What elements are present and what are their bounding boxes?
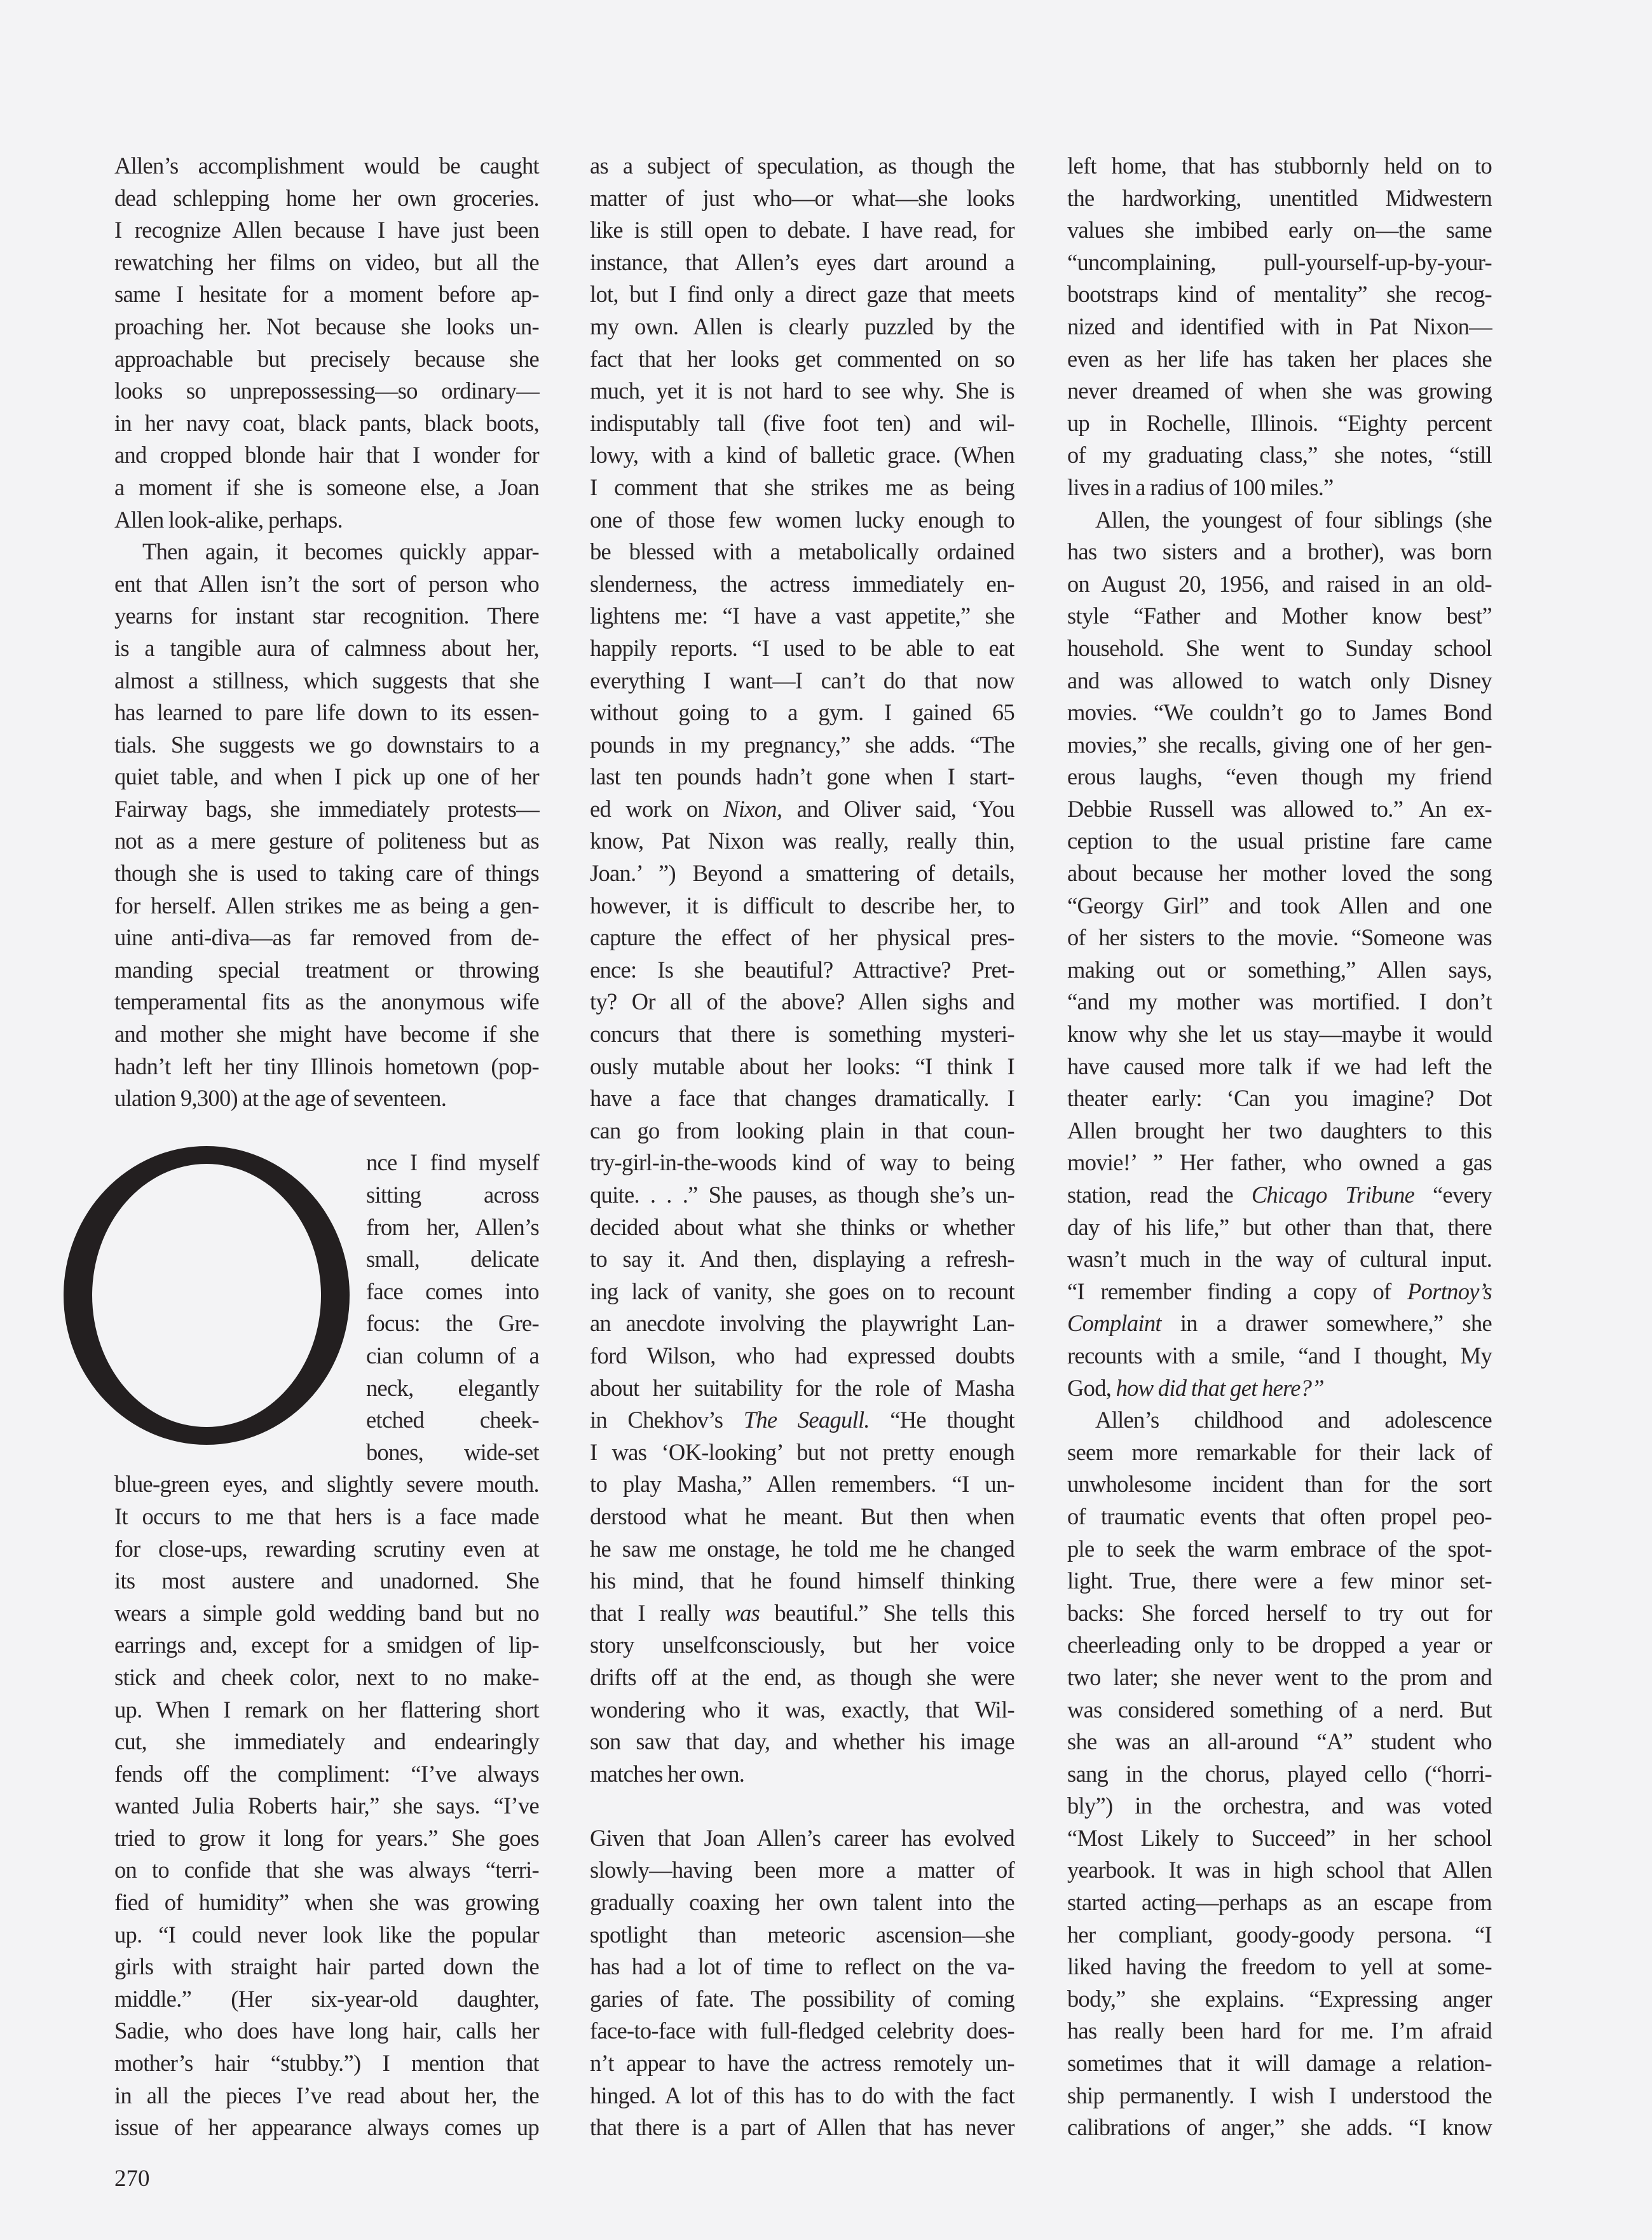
text-line: decided about what she thinks or whether xyxy=(590,1213,1014,1240)
text-line: not as a mere gesture of politeness but as xyxy=(114,828,539,854)
text-segment: “every xyxy=(1414,1182,1492,1208)
text-line: girls with straight hair parted down the xyxy=(114,1953,539,1980)
italic-title: Chicago Tribune xyxy=(1251,1182,1415,1208)
text-line: and cropped blonde hair that I wonder for xyxy=(114,442,539,468)
text-line: style “Father and Mother know best” xyxy=(1067,603,1492,629)
text-line: “Most Likely to Succeed” in her school xyxy=(1067,1824,1492,1851)
text-line: has learned to pare life down to its essen- xyxy=(114,699,539,726)
text-line: movies,” she recalls, giving one of her gen- xyxy=(1067,731,1492,758)
text-line: in her navy coat, black pants, black boots, xyxy=(114,409,539,436)
text-line: she was an all-around “A” student who xyxy=(1067,1728,1492,1755)
page-number: 270 xyxy=(114,2166,150,2192)
text-line: seem more remarkable for their lack of xyxy=(1067,1438,1492,1465)
drop-cap-counter xyxy=(92,1164,321,1427)
text-line: values she imbibed early on—the same xyxy=(1067,217,1492,243)
text-line: sang in the chorus, played cello (“horri- xyxy=(1067,1760,1492,1787)
text-line: issue of her appearance always comes up xyxy=(114,2114,539,2141)
text-line: yearbook. It was in high school that Allen xyxy=(1067,1857,1492,1883)
text-line: wasn’t much in the way of cultural input. xyxy=(1067,1246,1492,1273)
text-line: household. She went to Sunday school xyxy=(1067,634,1492,661)
text-line: making out or something,” Allen says, xyxy=(1067,956,1492,983)
text-line: middle.” (Her six-year-old daughter, xyxy=(114,1985,539,2012)
text-line: about because her mother loved the song xyxy=(1067,860,1492,887)
text-line: matches her own. xyxy=(590,1760,745,1787)
paragraph xyxy=(1067,1404,1492,2144)
text-line: earrings and, except for a smidgen of lip- xyxy=(114,1632,539,1658)
text-line: day of his life,” but other than that, there xyxy=(1067,1213,1492,1240)
text-line: has had a lot of time to reflect on the va- xyxy=(590,1953,1014,1980)
text-line: blue-green eyes, and slightly severe mouth. xyxy=(114,1471,539,1498)
paragraph xyxy=(1067,150,1492,504)
text-line: Given that Joan Allen’s career has evolved xyxy=(590,1824,1014,1851)
text-line: Allen brought her two daughters to this xyxy=(1067,1117,1492,1144)
text-line: body,” she explains. “Expressing anger xyxy=(1067,1985,1492,2012)
text-line xyxy=(1067,1308,1492,1340)
text-line: an anecdote involving the playwright Lan- xyxy=(590,1310,1014,1337)
text-line: ing lack of vanity, she goes on to recount xyxy=(590,1278,1014,1304)
text-line xyxy=(1067,1179,1492,1212)
text-line: for herself. Allen strikes me as being a gen- xyxy=(114,892,539,919)
text-line: hinged. A lot of this has to do with the fact xyxy=(590,2082,1014,2108)
text-line: the hardworking, unentitled Midwestern xyxy=(1067,184,1492,211)
text-line: looks so unprepossessing—so ordinary— xyxy=(114,378,539,404)
text-line: spotlight than meteoric ascension—she xyxy=(590,1921,1014,1948)
text-line: bly”) in the orchestra, and was voted xyxy=(1067,1793,1492,1819)
text-line: lives in a radius of 100 miles.” xyxy=(1067,474,1334,500)
text-line: “and my mother was mortified. I don’t xyxy=(1067,988,1492,1015)
text-segment: beautiful.” She tells this xyxy=(760,1599,1014,1626)
text-line: has really been hard for me. I’m afraid xyxy=(1067,2018,1492,2044)
text-line: fends off the compliment: “I’ve always xyxy=(114,1760,539,1787)
text-line: its most austere and unadorned. She xyxy=(114,1567,539,1594)
text-line: unwholesome incident than for the sort xyxy=(1067,1471,1492,1498)
text-line: one of those few women lucky enough to xyxy=(590,506,1014,533)
text-line: liked having the freedom to yell at some- xyxy=(1067,1953,1492,1980)
text-line: temperamental fits as the anonymous wife xyxy=(114,988,539,1015)
text-line: for close-ups, rewarding scrutiny even at xyxy=(114,1535,539,1562)
text-line: almost a stillness, which suggests that she xyxy=(114,667,539,693)
text-segment: God, xyxy=(1067,1374,1116,1401)
text-line: was considered something of a nerd. But xyxy=(1067,1696,1492,1723)
drop-cap-letter xyxy=(60,1131,359,1462)
text-line: nized and identified with in Pat Nixon— xyxy=(1067,313,1492,339)
text-segment: that I really xyxy=(590,1599,725,1626)
text-line: story unselfconsciously, but her voice xyxy=(590,1632,1014,1658)
text-line: tials. She suggests we go downstairs to a xyxy=(114,731,539,758)
text-line: ence: Is she beautiful? Attractive? Pret- xyxy=(590,956,1014,983)
text-line: that there is a part of Allen that has never xyxy=(590,2114,1014,2141)
text-line: mother’s hair “stubby.”) I mention that xyxy=(114,2050,539,2077)
text-line: bootstraps kind of mentality” she recog- xyxy=(1067,281,1492,308)
text-line: lowy, with a kind of balletic grace. (When xyxy=(590,442,1014,468)
text-line: stick and cheek color, next to no make- xyxy=(114,1663,539,1690)
text-line: same I hesitate for a moment before ap- xyxy=(114,281,539,308)
text-line: is a tangible aura of calmness about her, xyxy=(114,634,539,661)
text-line: have caused more talk if we had left the xyxy=(1067,1053,1492,1079)
text-line: Sadie, who does have long hair, calls her xyxy=(114,2018,539,2044)
text-line: lightens me: “I have a vast appetite,” she xyxy=(590,603,1014,629)
text-line: “Georgy Girl” and took Allen and one xyxy=(1067,892,1492,919)
text-line: slenderness, the actress immediately en- xyxy=(590,570,1014,597)
text-line: try-girl-in-the-woods kind of way to being xyxy=(590,1149,1014,1176)
text-line: his mind, that he found himself thinking xyxy=(590,1567,1014,1594)
text-line: face-to-face with full-fledged celebrity does- xyxy=(590,2018,1014,2044)
text-line: from her, Allen’s xyxy=(366,1213,539,1240)
text-line: wanted Julia Roberts hair,” she says. “I’ve xyxy=(114,1793,539,1819)
text-line: know, Pat Nixon was really, really thin, xyxy=(590,828,1014,854)
text-line: concurs that there is something mysteri- xyxy=(590,1021,1014,1048)
text-line: much, yet it is not hard to see why. She is xyxy=(590,378,1014,404)
italic-title: was xyxy=(725,1599,760,1626)
text-line: know why she let us stay—maybe it would xyxy=(1067,1021,1492,1048)
text-line: though she is used to taking care of things xyxy=(114,860,539,887)
text-line: as a subject of speculation, as though the xyxy=(590,153,1014,179)
paragraph xyxy=(114,536,539,1115)
text-line: ously mutable about her looks: “I think I xyxy=(590,1053,1014,1079)
text-line: of her sisters to the movie. “Someone was xyxy=(1067,924,1492,951)
text-line: two later; she never went to the prom and xyxy=(1067,1663,1492,1690)
text-line: happily reports. “I used to be able to eat xyxy=(590,634,1014,661)
text-segment: ed work on xyxy=(590,795,724,822)
text-line: instance, that Allen’s eyes dart around a xyxy=(590,249,1014,275)
text-line: cian column of a xyxy=(366,1342,539,1369)
text-line: calibrations of anger,” she adds. “I know xyxy=(1067,2114,1492,2141)
text-line: sometimes that it will damage a relation- xyxy=(1067,2050,1492,2077)
text-line: without going to a gym. I gained 65 xyxy=(590,699,1014,726)
article-column-2 xyxy=(590,150,1014,2144)
text-line: dead schlepping home her own groceries. xyxy=(114,184,539,211)
text-line: Allen, the youngest of four siblings (she xyxy=(1095,506,1492,533)
text-line: quite. . . .” She pauses, as though she’s un- xyxy=(590,1182,1014,1208)
text-line: “uncomplaining, pull-yourself-up-by-your- xyxy=(1067,249,1492,275)
text-segment: “He thought xyxy=(869,1407,1014,1433)
text-line: on to confide that she was always “terri- xyxy=(114,1857,539,1883)
text-line: and mother she might have become if she xyxy=(114,1021,539,1048)
text-line: sitting across xyxy=(366,1182,539,1208)
text-line: backs: She forced herself to try out for xyxy=(1067,1599,1492,1626)
text-line: of traumatic events that often propel peo- xyxy=(1067,1503,1492,1529)
text-line: Fairway bags, she immediately protests— xyxy=(114,795,539,822)
text-line: n’t appear to have the actress remotely un- xyxy=(590,2050,1014,2077)
text-line: last ten pounds hadn’t gone when I start- xyxy=(590,763,1014,790)
paragraph xyxy=(114,150,539,536)
paragraph xyxy=(590,150,1014,1790)
text-line: gradually coaxing her own talent into the xyxy=(590,1889,1014,1916)
text-line: fact that her looks get commented on so xyxy=(590,345,1014,372)
text-segment: and Oliver said, ‘You xyxy=(782,795,1014,822)
text-line: pounds in my pregnancy,” she adds. “The xyxy=(590,731,1014,758)
text-line xyxy=(590,793,1014,826)
text-line: Then again, it becomes quickly appar- xyxy=(142,538,539,565)
text-line: up. When I remark on her flattering short xyxy=(114,1696,539,1723)
text-line xyxy=(1067,1276,1492,1308)
text-line: like is still open to debate. I have read, for xyxy=(590,217,1014,243)
italic-title: Complaint xyxy=(1067,1310,1161,1337)
text-line: wears a simple gold wedding band but no xyxy=(114,1599,539,1626)
text-line: ple to seek the warm embrace of the spot- xyxy=(1067,1535,1492,1562)
text-line: Allen look-alike, perhaps. xyxy=(114,506,343,533)
italic-title: Portnoy’s xyxy=(1407,1278,1492,1304)
text-line: movie!’ ” Her father, who owned a gas xyxy=(1067,1149,1492,1176)
text-line: bones, wide-set xyxy=(366,1438,539,1465)
text-line: son saw that day, and whether his image xyxy=(590,1728,1014,1755)
text-line: movies. “We couldn’t go to James Bond xyxy=(1067,699,1492,726)
text-line: face comes into xyxy=(366,1278,539,1304)
text-line: has two sisters and a brother), was born xyxy=(1067,538,1492,565)
text-line: left home, that has stubbornly held on to xyxy=(1067,153,1492,179)
text-line: cut, she immediately and endearingly xyxy=(114,1728,539,1755)
text-line: of my graduating class,” she notes, “still xyxy=(1067,442,1492,468)
text-line: Allen’s accomplishment would be caught xyxy=(114,153,539,179)
text-line: fied of humidity” when she was growing xyxy=(114,1889,539,1916)
text-line: in all the pieces I’ve read about her, the xyxy=(114,2082,539,2108)
text-line: uine anti-diva—as far removed from de- xyxy=(114,924,539,951)
text-segment: station, read the xyxy=(1067,1182,1252,1208)
text-line: Allen’s childhood and adolescence xyxy=(1095,1407,1492,1433)
text-line: to say it. And then, displaying a refresh- xyxy=(590,1246,1014,1273)
text-line: rewatching her films on video, but all the xyxy=(114,249,539,275)
text-line: I was ‘OK-looking’ but not pretty enough xyxy=(590,1438,1014,1465)
text-line: ent that Allen isn’t the sort of person who xyxy=(114,570,539,597)
text-line: I recognize Allen because I have just been xyxy=(114,217,539,243)
text-line: can go from looking plain in that coun- xyxy=(590,1117,1014,1144)
text-line: light. True, there were a few minor set- xyxy=(1067,1567,1492,1594)
text-line: It occurs to me that hers is a face made xyxy=(114,1503,539,1529)
text-segment: in a drawer somewhere,” she xyxy=(1161,1310,1492,1337)
text-line: theater early: ‘Can you imagine? Dot xyxy=(1067,1085,1492,1112)
text-line: Debbie Russell was allowed to.” An ex- xyxy=(1067,795,1492,822)
text-line: I comment that she strikes me as being xyxy=(590,474,1014,500)
text-line: ulation 9,300) at the age of seventeen. xyxy=(114,1085,447,1112)
text-line: garies of fate. The possibility of coming xyxy=(590,1985,1014,2012)
text-line: and was allowed to watch only Disney xyxy=(1067,667,1492,693)
text-line xyxy=(1067,1372,1492,1405)
text-line: hadn’t left her tiny Illinois hometown (pop- xyxy=(114,1053,539,1079)
text-line: about her suitability for the role of Masha xyxy=(590,1374,1014,1401)
paragraph xyxy=(590,1822,1014,2144)
text-segment: “I remember finding a copy of xyxy=(1067,1278,1408,1304)
text-line: lot, but I find only a direct gaze that meets xyxy=(590,281,1014,308)
text-line: cheerleading only to be dropped a year or xyxy=(1067,1632,1492,1658)
text-line: indisputably tall (five foot ten) and wil- xyxy=(590,409,1014,436)
text-line: wondering who it was, exactly, that Wil- xyxy=(590,1696,1014,1723)
text-line: ford Wilson, who had expressed doubts xyxy=(590,1342,1014,1369)
text-line: erous laughs, “even though my friend xyxy=(1067,763,1492,790)
text-line: be blessed with a metabolically ordained xyxy=(590,538,1014,565)
italic-title: The Seagull. xyxy=(743,1407,870,1433)
text-line: focus: the Gre- xyxy=(366,1310,539,1337)
text-line: slowly—having been more a matter of xyxy=(590,1857,1014,1883)
text-line: small, delicate xyxy=(366,1246,539,1273)
text-line: capture the effect of her physical pres- xyxy=(590,924,1014,951)
text-line: her compliant, goody-goody persona. “I xyxy=(1067,1921,1492,1948)
text-line: to play Masha,” Allen remembers. “I un- xyxy=(590,1471,1014,1498)
text-line: yearns for instant star recognition. There xyxy=(114,603,539,629)
paragraph xyxy=(1067,504,1492,1405)
text-line: even as her life has taken her places she xyxy=(1067,345,1492,372)
text-line: derstood what he meant. But then when xyxy=(590,1503,1014,1529)
text-line: ception to the usual pristine fare came xyxy=(1067,828,1492,854)
text-line: ship permanently. I wish I understood the xyxy=(1067,2082,1492,2108)
text-line: quiet table, and when I pick up one of her xyxy=(114,763,539,790)
text-line: never dreamed of when she was growing xyxy=(1067,378,1492,404)
italic-title: Nixon, xyxy=(723,795,782,822)
text-line: approachable but precisely because she xyxy=(114,345,539,372)
text-segment: in Chekhov’s xyxy=(590,1407,744,1433)
text-line: neck, elegantly xyxy=(366,1374,539,1401)
text-line: drifts off at the end, as though she were xyxy=(590,1663,1014,1690)
text-line: have a face that changes dramatically. I xyxy=(590,1085,1014,1112)
text-line: up in Rochelle, Illinois. “Eighty percent xyxy=(1067,409,1492,436)
text-line: Joan.’ ”) Beyond a smattering of details, xyxy=(590,860,1014,887)
text-line: manding special treatment or throwing xyxy=(114,956,539,983)
text-line: proaching her. Not because she looks un- xyxy=(114,313,539,339)
text-line: however, it is difficult to describe her, to xyxy=(590,892,1014,919)
text-line: up. “I could never look like the popular xyxy=(114,1921,539,1948)
text-line: recounts with a smile, “and I thought, My xyxy=(1067,1342,1492,1369)
text-line xyxy=(590,1404,1014,1437)
text-line: my own. Allen is clearly puzzled by the xyxy=(590,313,1014,339)
italic-title: how did that get here?” xyxy=(1116,1374,1324,1401)
text-line: ty? Or all of the above? Allen sighs and xyxy=(590,988,1014,1015)
text-line: started acting—perhaps as an escape from xyxy=(1067,1889,1492,1916)
text-line xyxy=(590,1597,1014,1630)
text-line: on August 20, 1956, and raised in an old- xyxy=(1067,570,1492,597)
article-column-3 xyxy=(1067,150,1492,2144)
text-line: matter of just who—or what—she looks xyxy=(590,184,1014,211)
text-line: he saw me onstage, he told me he changed xyxy=(590,1535,1014,1562)
text-line: everything I want—I can’t do that now xyxy=(590,667,1014,693)
text-line: tried to grow it long for years.” She goes xyxy=(114,1824,539,1851)
text-line: a moment if she is someone else, a Joan xyxy=(114,474,539,500)
text-line: nce I find myself xyxy=(366,1149,539,1176)
text-line: etched cheek- xyxy=(366,1407,539,1433)
